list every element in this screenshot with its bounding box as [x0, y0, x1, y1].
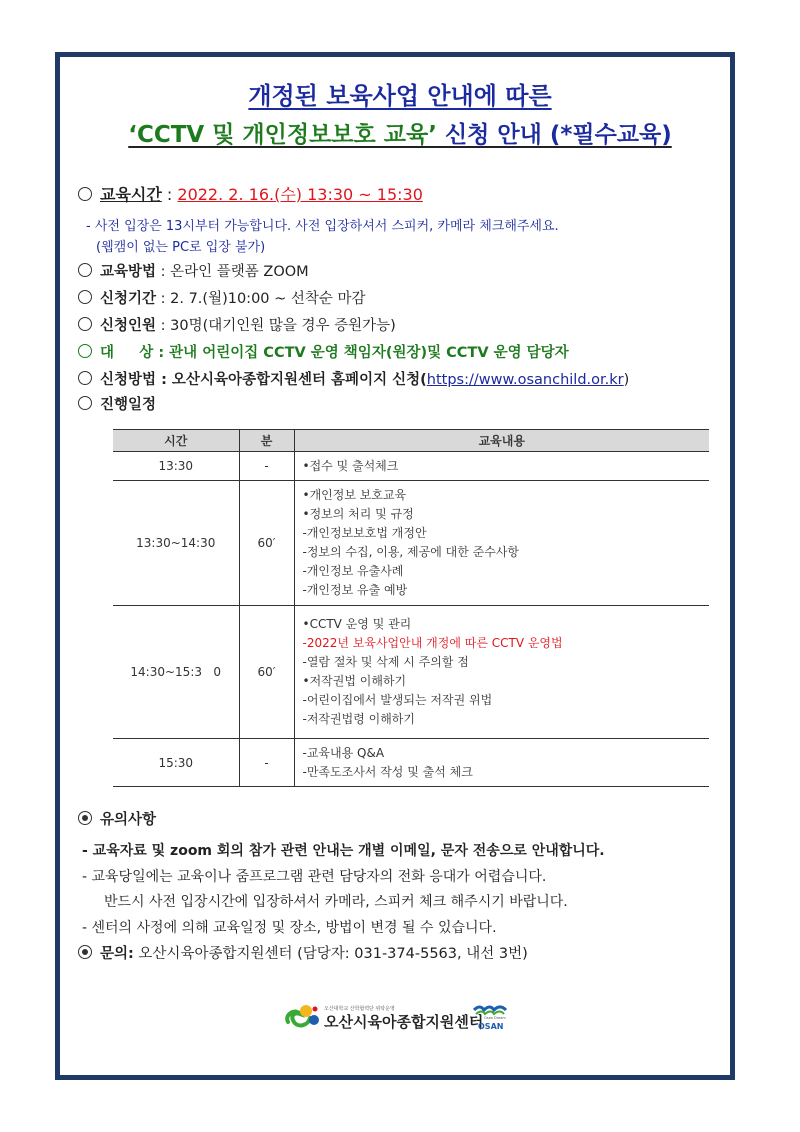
title-line-2 [0, 116, 800, 149]
schedule-label: 진행일정 [100, 397, 157, 413]
content-item: -정보의 수집, 이용, 제공에 대한 준수사항 [302, 545, 520, 559]
center-logo [284, 1000, 516, 1032]
center-logo-mark [287, 1005, 319, 1025]
bullseye-bullet-icon [78, 945, 92, 959]
circle-bullet-icon [78, 371, 92, 385]
logo-small-text: 오산대학교 산학협력단 위탁운영 [324, 1006, 395, 1012]
contact-value: 오산시육아종합지원센터 (담당자: 031-374-5563, 내선 3번) [133, 946, 528, 962]
apply-period-line [78, 287, 366, 308]
content-item: -어린이집에서 발생되는 저작권 위법 [302, 693, 493, 707]
apply-method-label: 신청방법 [100, 372, 157, 388]
content-item: •개인정보 보호교육 [302, 488, 407, 502]
cell-content [294, 452, 709, 481]
title-apply-notice: 신청 안내 (*필수교육) [436, 122, 672, 148]
circle-bullet-icon [78, 263, 92, 277]
header-time: 시간 [113, 430, 239, 452]
table-header-row [113, 430, 709, 452]
circle-bullet-icon [78, 317, 92, 331]
content-item: •정보의 처리 및 규정 [302, 507, 414, 521]
edu-method-label: 교육방법 [100, 264, 157, 280]
content-item: -만족도조사서 작성 및 출석 체크 [302, 764, 473, 779]
edu-time-note-1: - 사전 입장은 13시부터 가능합니다. 사전 입장하셔서 스피커, 카메라 체크해주세요. [86, 219, 559, 234]
cell-minutes: 60′ [239, 606, 294, 739]
apply-count-label: 신청인원 [100, 318, 157, 334]
content-item: •CCTV 운영 및 관리 [302, 617, 412, 631]
edu-time-separator: : [161, 185, 178, 204]
logo-center-name: 오산시육아종합지원센터 [324, 1013, 484, 1031]
cell-time: 13:30~14:30 [113, 481, 239, 606]
circle-bullet-icon [78, 290, 92, 304]
osan-small-text: Osan Dream [484, 1016, 506, 1020]
contact-line [78, 942, 528, 963]
notes-heading: 유의사항 [100, 812, 157, 828]
circle-bullet-icon [78, 396, 92, 410]
cell-time: 14:30~15:3 0 [113, 606, 239, 739]
schedule-table [113, 429, 709, 787]
circle-bullet-icon [78, 187, 92, 201]
schedule-line [78, 393, 156, 414]
content-item: -개인정보보호법 개정안 [302, 526, 427, 540]
note-1 [82, 840, 605, 860]
note-1-text: - 교육자료 및 zoom 회의 참가 관련 안내는 개별 이메일, 문자 전송으로 안내합니다. [82, 843, 605, 859]
notes-heading-line [78, 808, 156, 829]
edu-time-value: 2022. 2. 16.(수) 13:30 ~ 15:30 [177, 185, 423, 204]
edu-method-line [78, 260, 309, 281]
apply-count-line [78, 314, 396, 335]
cell-minutes: - [239, 452, 294, 481]
content-item: -개인정보 유출사례 [302, 564, 404, 578]
apply-method-close: ) [623, 372, 630, 388]
cell-content [294, 739, 709, 787]
note-2: - 교육당일에는 교육이나 줌프로그램 관련 담당자의 전화 응대가 어렵습니다. [82, 869, 547, 885]
cell-time: 13:30 [113, 452, 239, 481]
content-item: •저작권법 이해하기 [302, 674, 407, 688]
apply-method-line [78, 368, 629, 389]
content-item: -저작권법령 이해하기 [302, 712, 415, 726]
target-line [78, 341, 569, 362]
table-row [113, 452, 709, 481]
homepage-link[interactable]: https://www.osanchild.or.kr [426, 372, 624, 388]
edu-time-label: 교육시간 [100, 185, 162, 204]
bullseye-bullet-icon [78, 811, 92, 825]
cell-content [294, 606, 709, 739]
title-course-name: ‘CCTV 및 개인정보보호 교육’ [128, 122, 437, 148]
osan-text: OSAN [478, 1022, 504, 1031]
note-3: 반드시 사전 입장시간에 입장하셔서 카메라, 스피커 체크 해주시기 바랍니다. [104, 894, 568, 910]
apply-method-value: : 오산시육아종합지원센터 홈페이지 신청( [156, 372, 427, 388]
cell-minutes: - [239, 739, 294, 787]
header-minutes: 분 [239, 430, 294, 452]
target-value: : 관내 어린이집 CCTV 운영 책임자(원장)및 CCTV 운영 담당자 [153, 345, 569, 361]
title-line-1: 개정된 보육사업 안내에 따른 [248, 82, 552, 110]
content-item: -교육내용 Q&A [302, 745, 385, 760]
cell-minutes: 60′ [239, 481, 294, 606]
contact-label: 문의: [100, 946, 134, 962]
target-label: 대 상 [100, 345, 154, 361]
content-item: •접수 및 출석체크 [302, 458, 399, 473]
content-item: -개인정보 유출 예방 [302, 583, 408, 597]
apply-period-value: : 2. 7.(월)10:00 ~ 선착순 마감 [156, 291, 366, 307]
apply-count-value: : 30명(대기인원 많을 경우 증원가능) [156, 318, 396, 334]
circle-bullet-icon [78, 344, 92, 358]
content-item: -열람 절차 및 삭제 시 주의할 점 [302, 655, 469, 669]
table-row [113, 739, 709, 787]
header-content: 교육내용 [294, 430, 709, 452]
note-4: - 센터의 사정에 의해 교육일정 및 장소, 방법이 변경 될 수 있습니다. [82, 920, 497, 936]
apply-period-label: 신청기간 [100, 291, 157, 307]
edu-time-line [78, 182, 423, 205]
content-item-highlight: -2022년 보육사업안내 개정에 따른 CCTV 운영법 [302, 636, 563, 650]
cell-content [294, 481, 709, 606]
edu-time-note-2: (웹캠이 없는 PC로 입장 불가) [96, 240, 266, 255]
table-row [113, 481, 709, 606]
cell-time: 15:30 [113, 739, 239, 787]
edu-method-value: : 온라인 플랫폼 ZOOM [156, 264, 309, 280]
table-row [113, 606, 709, 739]
